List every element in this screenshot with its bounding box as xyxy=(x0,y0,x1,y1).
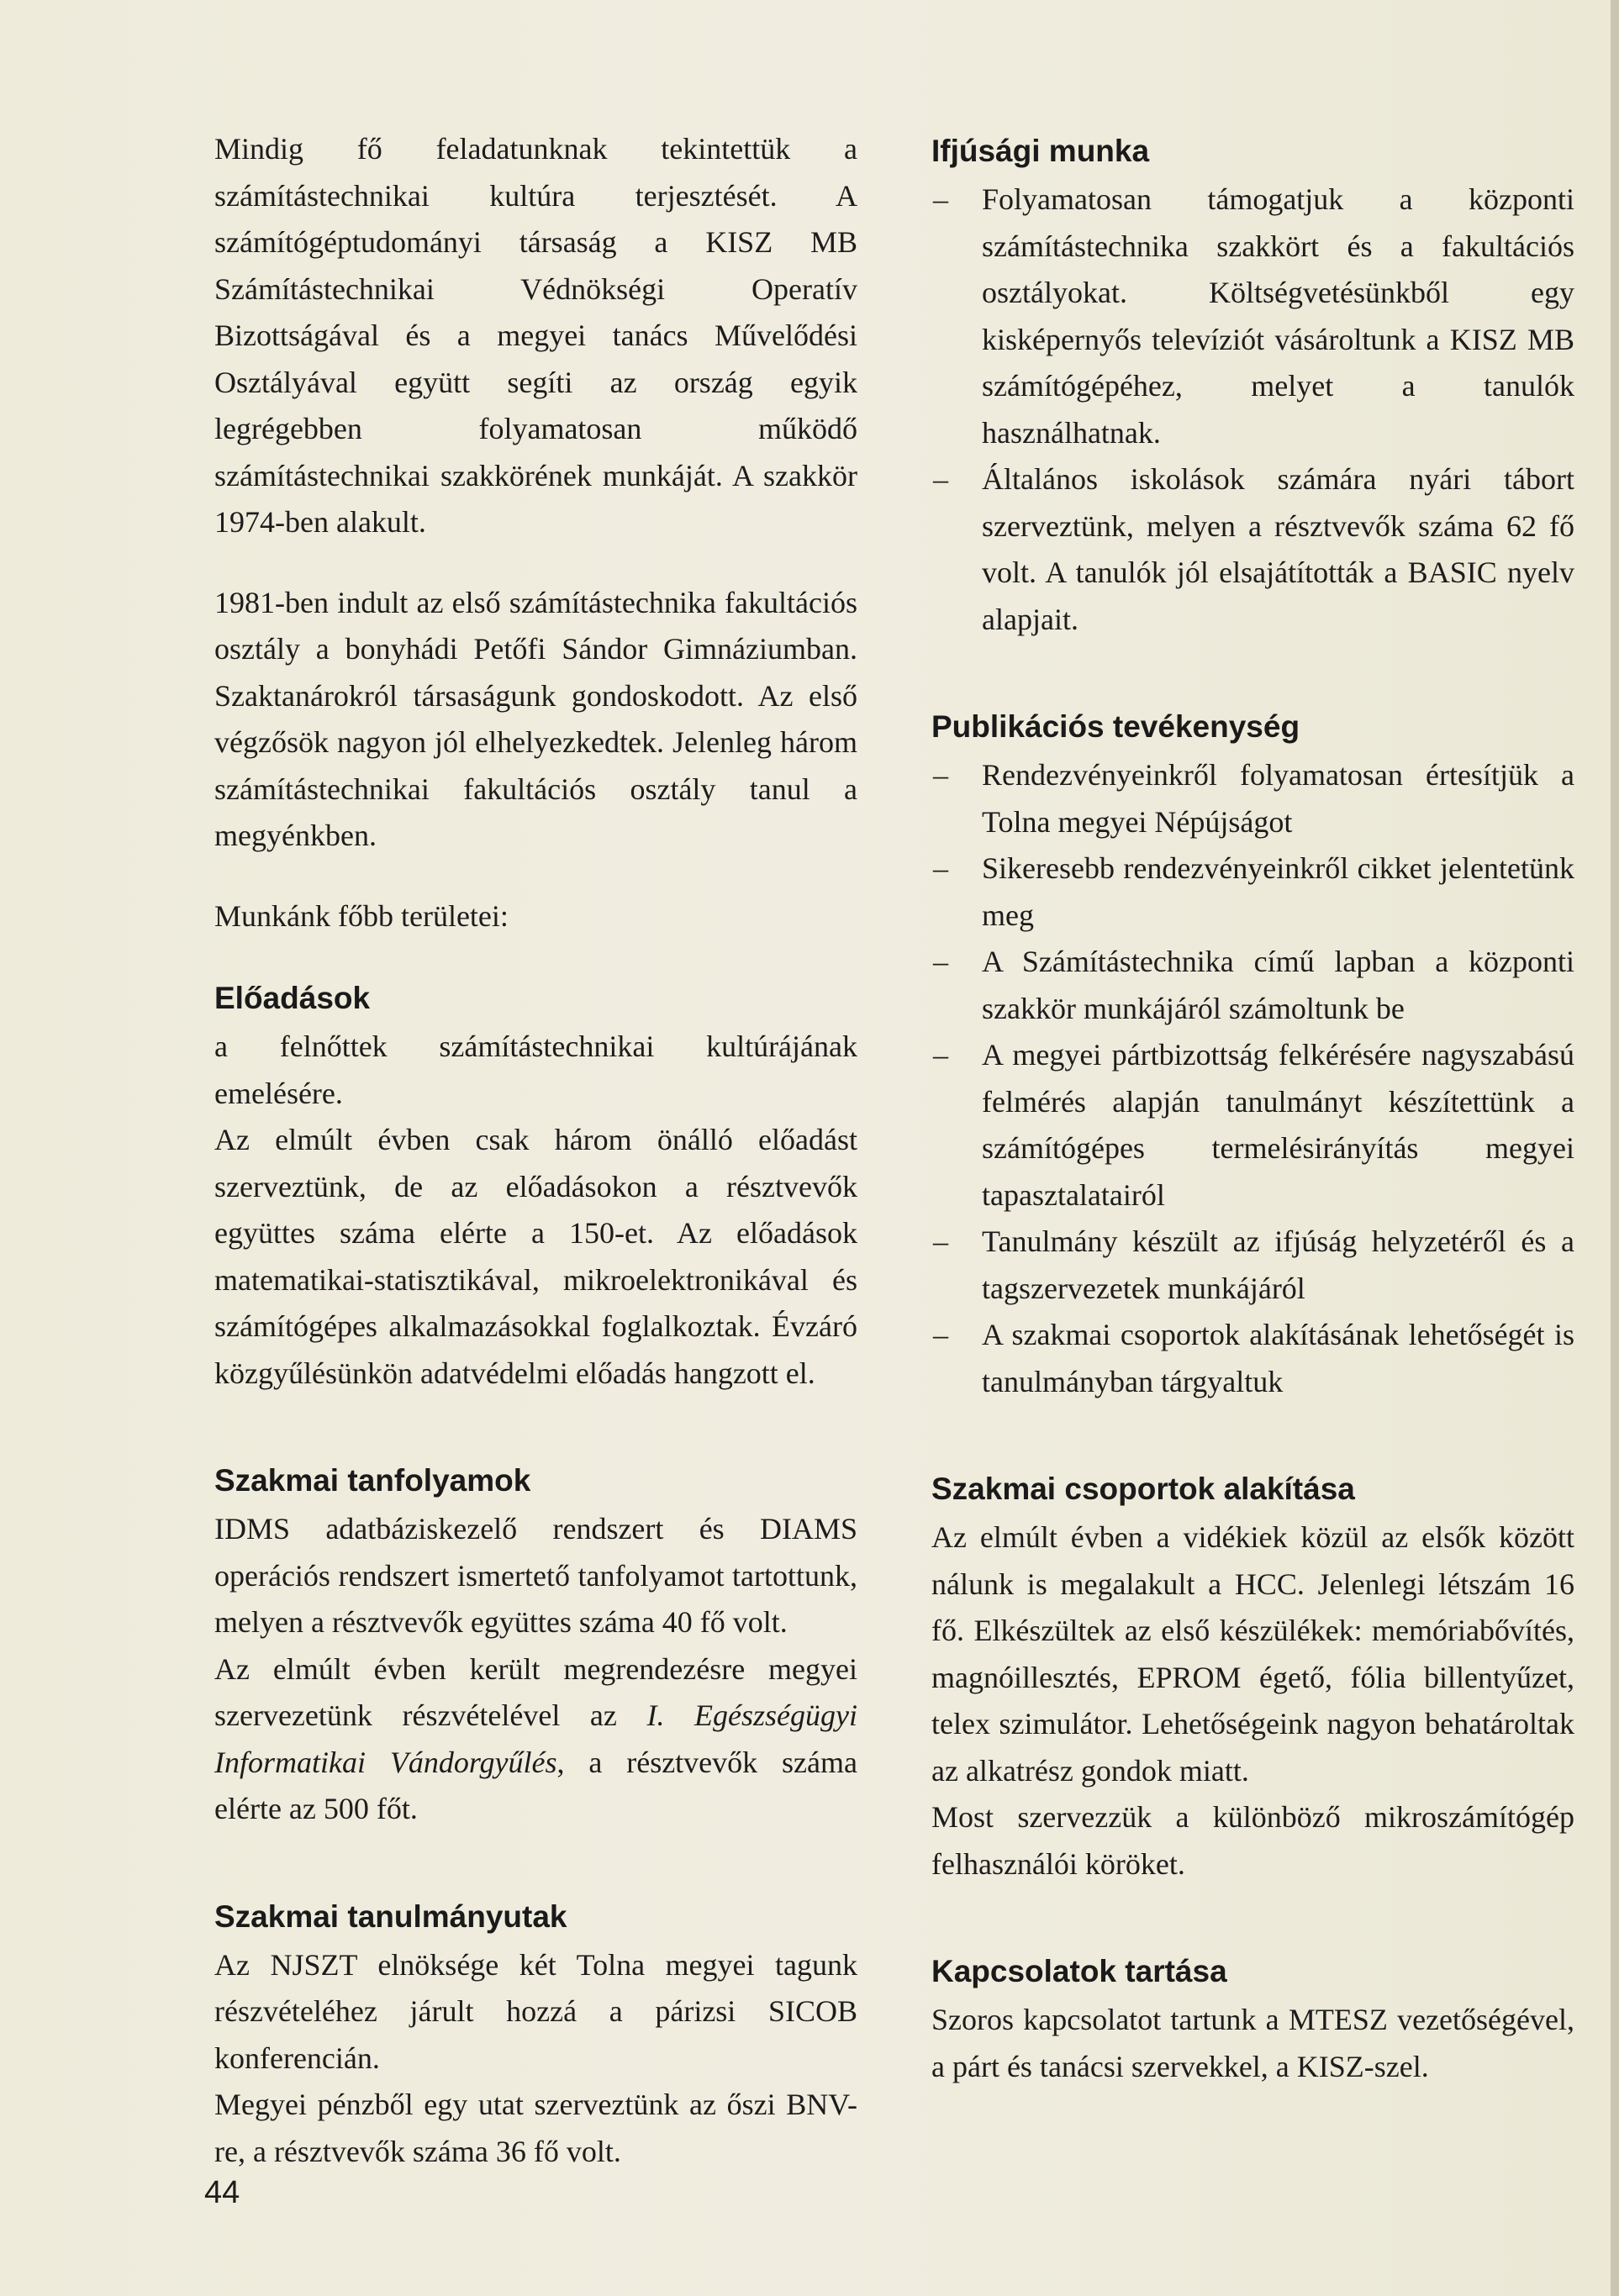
section-heading-tanfolyamok: Szakmai tanfolyamok xyxy=(214,1463,531,1498)
intro-paragraph: Mindig fő feladatunknak tekintettük a számítástechnikai kultúra terjesztését. A számítógéptudományi társaság a KISZ MB Számítástechnikai Védnökségi Operatív Bizottságával és a megyei tanács Művelődési Osztályával együtt segíti az ország egyik legrégebben folyamatosan működő számítástechnikai szakkörének munkáját. A szakkör 1974-ben alakult. xyxy=(214,132,857,539)
tanfolyamok-paragraph-2 xyxy=(214,1646,857,1833)
list-item: – Sikeresebb rendezvényeinkről cikket jelentetünk meg xyxy=(931,845,1574,939)
tanfolyamok-paragraph-1: IDMS adatbáziskezelő rendszert és DIAMS operációs rendszert ismertető tanfolyamot tartottunk, melyen a résztvevők együttes száma 40 fő volt. xyxy=(214,1512,857,1639)
dash-bullet: – xyxy=(933,1318,948,1351)
page-number: 44 xyxy=(204,2175,240,2210)
event-title: I. Egészségügyi Informatikai Vándorgyűlés xyxy=(214,1698,857,1779)
dash-bullet: – xyxy=(933,1224,948,1258)
section-heading-kapcsolatok: Kapcsolatok tartása xyxy=(931,1954,1227,1988)
fakultacio-paragraph: 1981-ben indult az első számítástechnika fakultációs osztály a bonyhádi Petőfi Sándor Gimnáziumban. Szaktanárokról társaságunk gondoskodott. Az első végzősök nagyon jól elhelyezkedtek. Jelenleg három számítástechnikai fakultációs osztály tanul a megyénkben. xyxy=(214,585,857,852)
eloadasok-intro: a felnőttek számítástechnikai kultúrájának emelésére. xyxy=(214,1030,857,1110)
areas-line: Munkánk főbb területei: xyxy=(214,898,509,933)
csoportok-paragraph-2: Most szervezzük a különböző mikroszámítógép felhasználói köröket. xyxy=(931,1800,1574,1881)
dash-bullet: – xyxy=(933,851,948,885)
list-item: – Tanulmány készült az ifjúság helyzetéről és a tagszervezetek munkájáról xyxy=(931,1219,1574,1312)
right-column xyxy=(931,126,1574,2090)
csoportok-paragraph-1: Az elmúlt évben a vidékiek közül az elsők között nálunk is megalakult a HCC. Jelenlegi létszám 16 fő. Elkészültek az első készülékek: memóriabővítés, magnóillesztés, EPROM égető, fólia billentyűzet, telex szimulátor. Lehetőségeink nagyon behatároltak az alkatrész gondok miatt. xyxy=(931,1520,1574,1788)
list-item: – A szakmai csoportok alakításának lehetőségét is tanulmányban tárgyaltuk xyxy=(931,1312,1574,1405)
list-item: – A megyei pártbizottság felkérésére nagyszabású felmérés alapján tanulmányt készítettünk a számítógépes termelésirányítás megyei tapasztalatairól xyxy=(931,1032,1574,1219)
left-column xyxy=(214,126,857,2175)
kapcsolatok-paragraph: Szoros kapcsolatot tartunk a MTESZ vezetőségével, a párt és tanácsi szervekkel, a KISZ-szel. xyxy=(931,2003,1574,2083)
section-heading-publikacios: Publikációs tevékenység xyxy=(931,709,1300,744)
list-item: – A Számítástechnika című lapban a központi szakkör munkájáról számoltunk be xyxy=(931,939,1574,1032)
tanulmanyutak-paragraph-2: Megyei pénzből egy utat szerveztünk az őszi BNV-re, a résztvevők száma 36 fő volt. xyxy=(214,2088,857,2168)
dash-bullet: – xyxy=(933,1038,948,1072)
tanfolyamok-p2-before: Az elmúlt évben került megrendezésre megyei szervezetünk részvételével az xyxy=(214,1651,857,1732)
section-heading-csoportok: Szakmai csoportok alakítása xyxy=(931,1472,1355,1506)
dash-bullet: – xyxy=(933,182,948,216)
dash-bullet: – xyxy=(933,462,948,496)
section-heading-ifjusagi: Ifjúsági munka xyxy=(931,134,1150,168)
list-item: – Folyamatosan támogatjuk a központi számítástechnika szakkört és a fakultációs osztályokat. Költségvetésünkből egy kisképernyős televíziót vásároltunk a KISZ MB számítógépéhez, melyet a tanulók használhatnak. xyxy=(931,176,1574,456)
publikacios-list xyxy=(931,752,1574,1405)
eloadasok-paragraph: Az elmúlt évben csak három önálló előadást szerveztünk, de az előadásokon a résztvevők együttes száma elérte a 150-et. Az előadások matematikai-statisztikával, mikroelektronikával és számítógépes alkalmazásokkal foglalkoztak. Évzáró közgyűlésünkön adatvédelmi előadás hangzott el. xyxy=(214,1123,857,1390)
dash-bullet: – xyxy=(933,945,948,978)
list-item: – Rendezvényeinkről folyamatosan értesítjük a Tolna megyei Népújságot xyxy=(931,752,1574,845)
page-edge xyxy=(1611,0,1619,2296)
dash-bullet: – xyxy=(933,758,948,792)
section-heading-tanulmanyutak: Szakmai tanulmányutak xyxy=(214,1898,567,1934)
section-heading-eloadasok: Előadások xyxy=(214,981,371,1015)
tanulmanyutak-paragraph-1: Az NJSZT elnöksége két Tolna megyei tagunk részvételéhez járult hozzá a párizsi SICOB konferencián. xyxy=(214,1947,857,2075)
ifjusagi-list xyxy=(931,176,1574,643)
list-item: – Általános iskolások számára nyári tábort szerveztünk, melyen a résztvevők száma 62 fő volt. A tanulók jól elsajátították a BASIC nyelv alapjait. xyxy=(931,456,1574,643)
tanfolyamok-p2-after: , a résztvevők száma elérte az 500 főt. xyxy=(214,1745,857,1825)
